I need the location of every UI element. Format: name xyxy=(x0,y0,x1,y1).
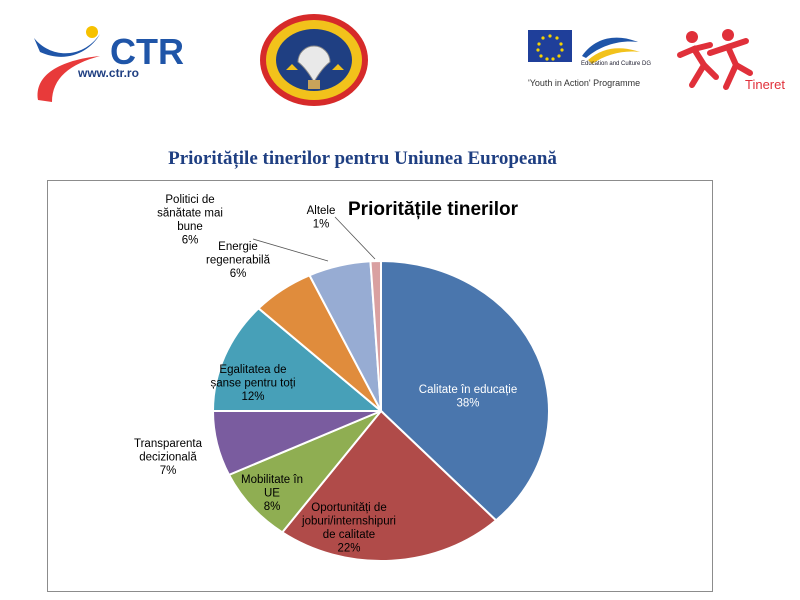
slide-title: Prioritățile tinerilor pentru Uniunea Europeană xyxy=(168,148,557,169)
chart-title: Prioritățile tinerilor xyxy=(348,199,518,220)
tineret-text: Tineret xyxy=(745,77,785,92)
ctr-url[interactable]: www.ctr.ro xyxy=(78,66,139,80)
pie-label-5: Egalitatea de șanse pentru toți 12% xyxy=(210,364,296,403)
pie-label-7: Politici de sănătate mai bune 6% xyxy=(157,194,223,247)
chart-frame xyxy=(47,180,713,592)
pie-label-6: Energie regenerabilă 6% xyxy=(206,241,270,280)
league-of-young-voters-logo xyxy=(258,12,370,108)
leader-line-8 xyxy=(335,217,375,259)
ctr-brand-text: CTR xyxy=(110,31,184,72)
pie-label-8: Altele 1% xyxy=(306,205,336,231)
pie-label-2: Oportunități de joburi/internshipuri de calitate 22% xyxy=(302,502,396,555)
pie-chart xyxy=(48,181,714,593)
pie-label-3: Mobilitate în UE 8% xyxy=(240,474,304,513)
eu-dg-text: Education and Culture DG xyxy=(581,61,652,67)
pie-label-4: Transparenta decizională 7% xyxy=(134,438,202,477)
ctr-dot xyxy=(86,26,98,38)
pie-label-1: Calitate în educație 38% xyxy=(418,384,518,410)
ctr-logo xyxy=(30,20,190,110)
eu-programme-text: 'Youth in Action' Programme xyxy=(528,78,641,88)
